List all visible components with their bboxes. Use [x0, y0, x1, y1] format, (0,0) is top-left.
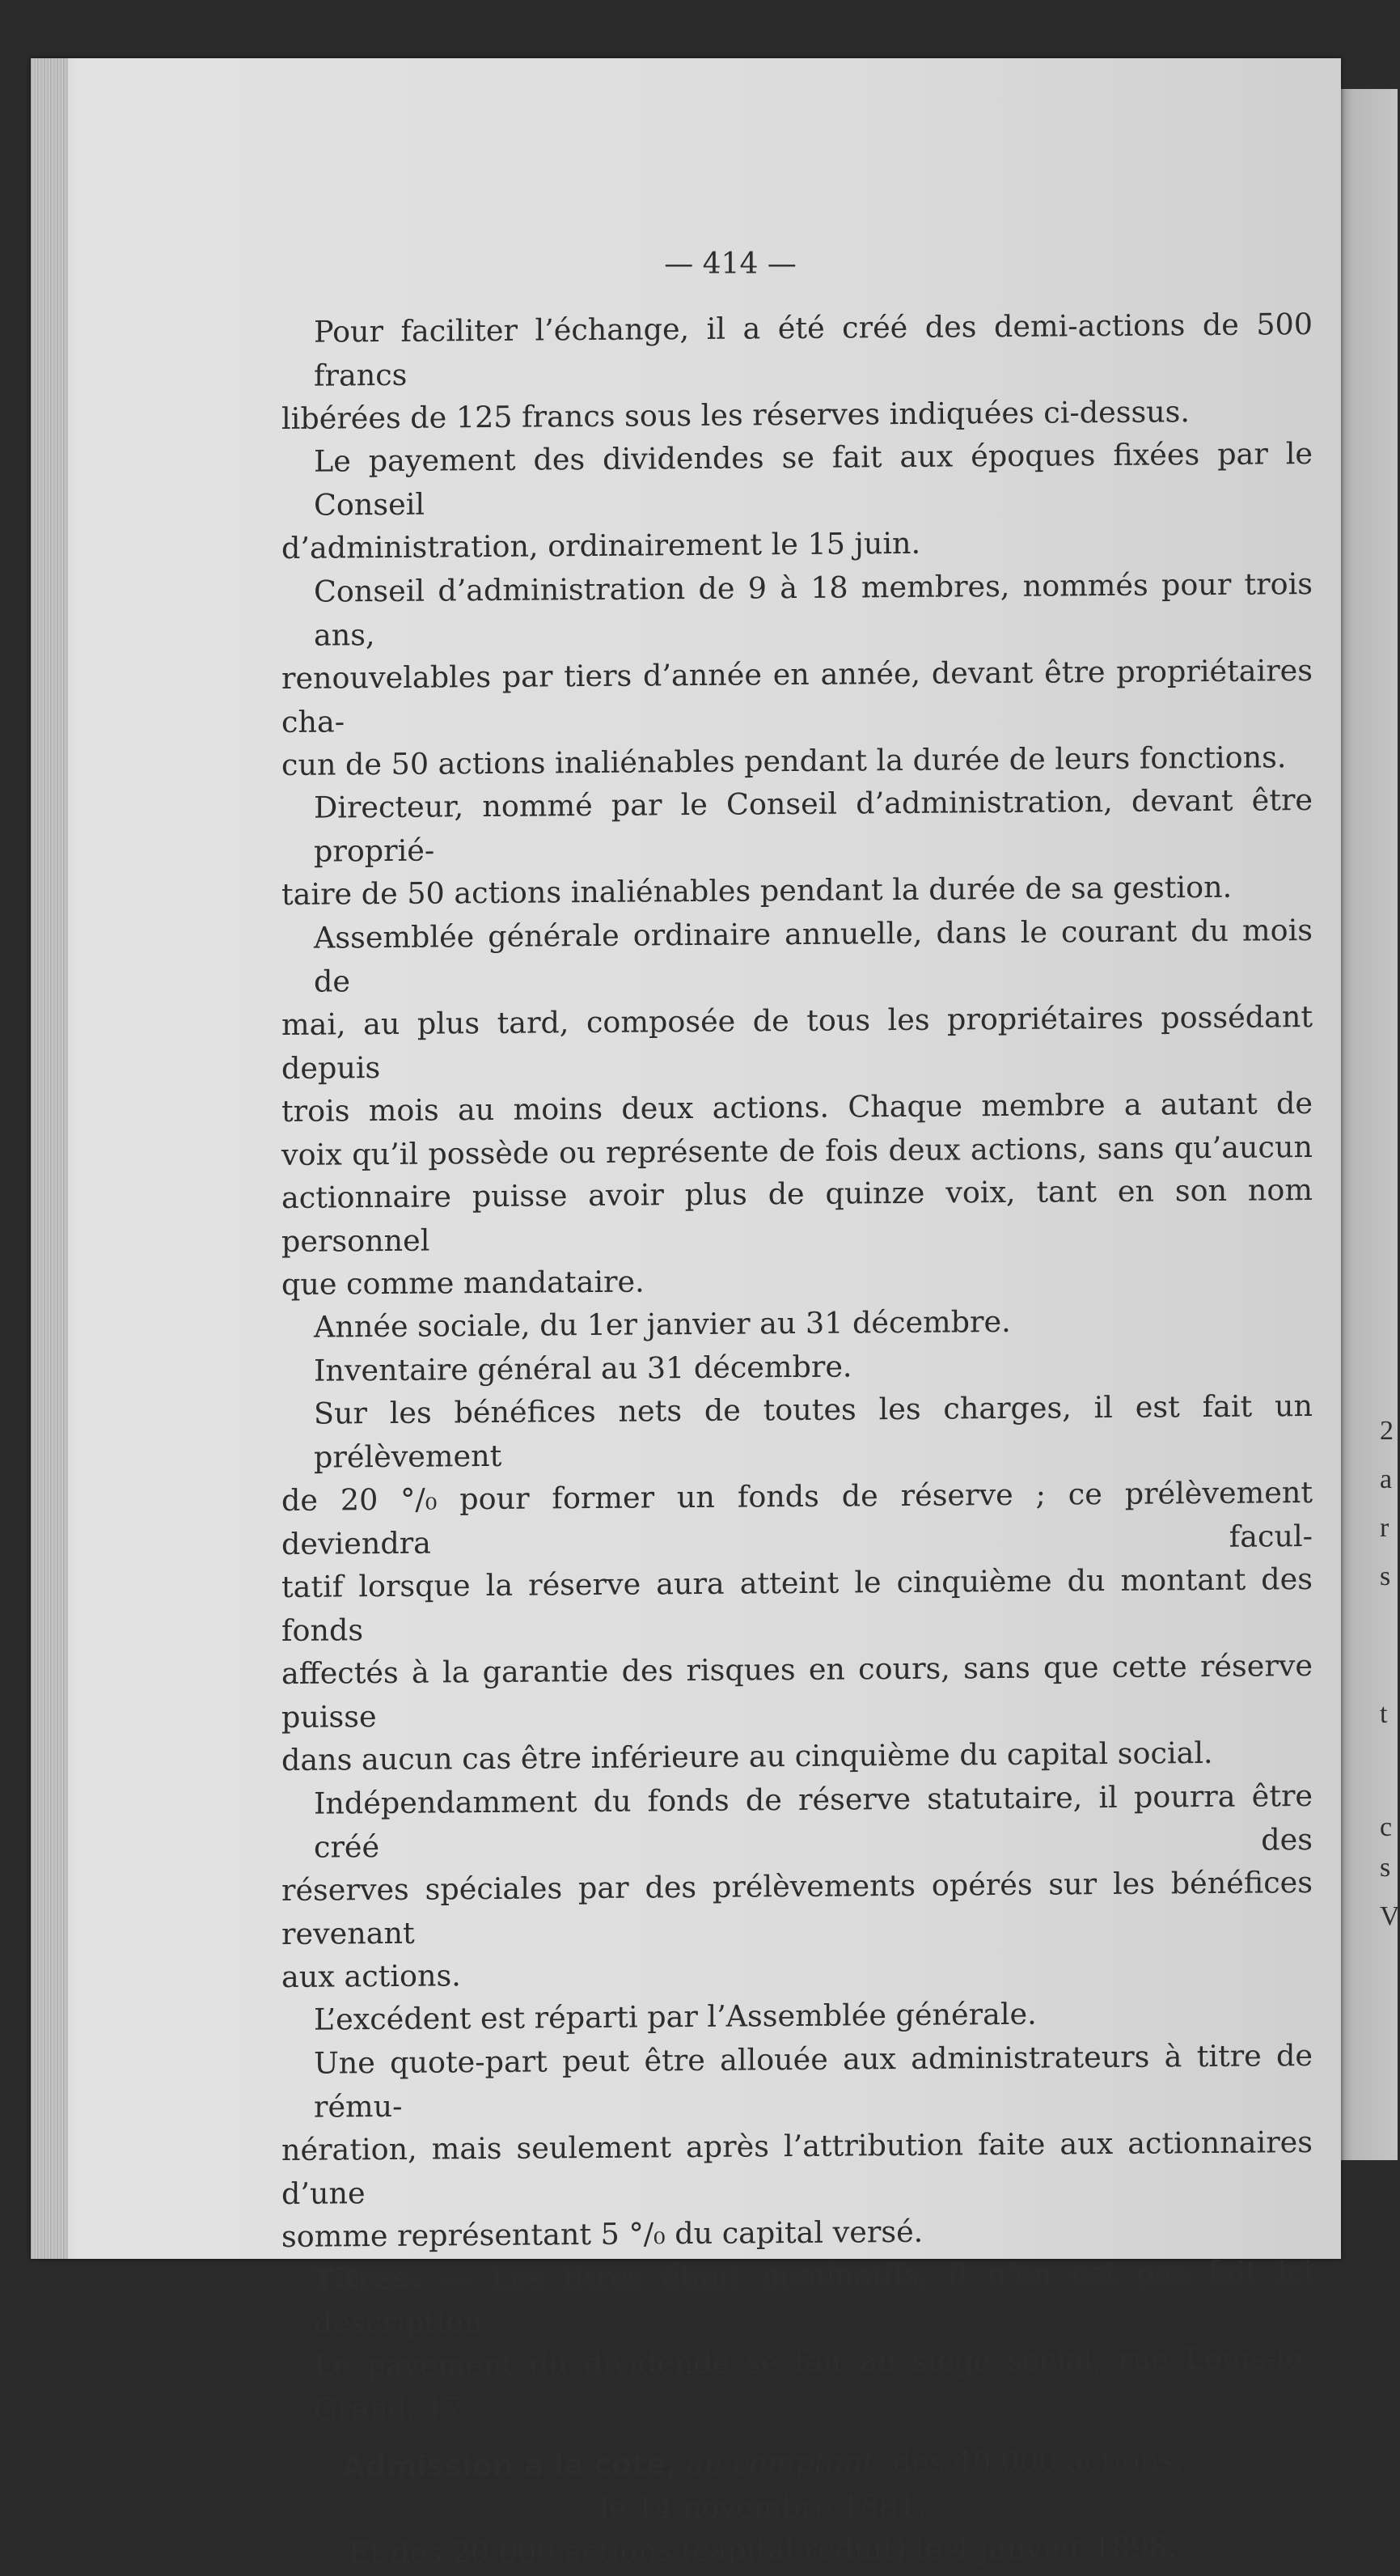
paragraph [281, 432, 1313, 570]
paragraph [281, 1384, 1313, 1782]
text-line: le 14 novembre 1881, [599, 2488, 926, 2526]
paragraph [281, 1298, 1313, 1349]
text-line [281, 2438, 1244, 2489]
text-line: taire de 50 actions inaliénables pendant la durée de sa gestion. [281, 869, 1233, 912]
text-line: Et des 20.000 actions (capital réduit) le 4 janvier 1898. [348, 2529, 1178, 2571]
adjacent-page-fragment: V [1380, 1901, 1400, 1931]
adjacent-page-fragment: s [1380, 1853, 1391, 1883]
text-line: libérées de 125 francs sous les réserves indiquées ci-dessus. [281, 393, 1191, 436]
text-line: Pour faciliter l’échange, il a été créé des demi-actions de 500 francs [314, 306, 1313, 392]
text-line: L’excédent est réparti par l’Assemblée générale. [314, 1996, 1037, 2037]
text-line: trois mois au moins deux actions. Chaque membre a autant de [281, 1085, 1313, 1129]
text-line: mai, au plus tard, composée de tous les propriétaires possédant depuis [281, 998, 1313, 1085]
text-line: réserves spéciales par des prélèvements opérés sur les bénéfices revenant [281, 1864, 1313, 1951]
paragraph [281, 1341, 1313, 1392]
text-line: Année sociale, du 1er janvier au 31 décembre. [314, 1303, 1011, 1345]
text-line: dans aucun cas être inférieure au cinquième du capital social. [281, 1735, 1213, 1777]
text-line: Assemblée générale ordinaire annuelle, dans le courant du mois de [314, 912, 1313, 998]
page-number: — 414 — [664, 248, 797, 281]
page-content [281, 243, 1313, 2576]
text-line: somme représentant 5 °/₀ du capital versé. [281, 2214, 924, 2254]
text-line: Inventaire général au 31 décembre. [314, 1348, 852, 1388]
paragraph [281, 2033, 1313, 2258]
text-line: Le payement des dividendes se fait aux époques fixées par le Conseil [314, 435, 1313, 523]
adjacent-page-fragment: t [1380, 1699, 1388, 1729]
adjacent-page-fragment: 2 [1380, 1416, 1394, 1446]
adjacent-page-fragment: r [1380, 1513, 1389, 1543]
paragraph [281, 778, 1313, 917]
text-line: actionnaire puisse avoir plus de quinze voix, tant en son nom personnel [281, 1171, 1313, 1258]
text-line: d’administration, ordinairement le 15 juin. [281, 525, 921, 566]
titres-paragraph [281, 2250, 1313, 2431]
paragraph [281, 561, 1313, 786]
text-line: tatif lorsque la réserve aura atteint le cinquième du montant des fonds [281, 1561, 1313, 1648]
text-line: Directeur, nommé par le Conseil d’administration, devant être proprié- [314, 782, 1313, 869]
adjacent-page-fragment: c [1380, 1812, 1393, 1842]
text-line: renouvelables par tiers d’année en année, devant être propriétaires cha- [281, 652, 1313, 739]
titres-text: — Les titres étant nominatifs, il n’en est pas fait ici description. [314, 2253, 1313, 2341]
text-line: de 20 °/₀ pour former un fonds de réserve ; ce prélèvement deviendra facul- [281, 1474, 1313, 1561]
titres-heading: Titres. [314, 2260, 422, 2297]
text-line: que comme mandataire. [281, 1263, 645, 1302]
adjacent-page-fragment: a [1380, 1464, 1393, 1494]
paragraph [281, 1773, 1313, 1998]
text-line: affectés à la garantie des risques en cours, sans que cette réserve puisse [281, 1647, 1313, 1735]
text-line: voix qu’il possède ou représente de fois deux actions, sans qu’aucun [281, 1128, 1313, 1171]
text-line: Le payement du dividende se fait au siège social, rue Louis-le-Grand, 17. [314, 2340, 1313, 2427]
adjacent-page-fragment: s [1380, 1561, 1391, 1591]
admission-heading: Admission à la cote, [341, 2447, 678, 2485]
text-line: Sur les bénéfices nets de toutes les charges, il est fait un prélèvement [314, 1388, 1313, 1475]
page-stack-edge [31, 58, 68, 2259]
text-line: Indépendamment du fonds de réserve statutaire, il pourra être créé des [314, 1777, 1313, 1864]
paragraph [281, 908, 1313, 1306]
text-line: Conseil d’administration de 9 à 18 membres, nommés pour trois ans, [314, 566, 1313, 652]
text-line: nération, mais seulement après l’attribution faite aux actionnaires d’une [281, 2124, 1313, 2210]
paragraph [281, 302, 1313, 440]
admission-text: des 40.000 actions, [883, 2443, 1184, 2481]
text-line: cun de 50 actions inaliénables pendant la durée de leurs fonctions. [281, 739, 1287, 782]
text-line: aux actions. [281, 1957, 461, 1994]
text-line: Une quote-part peut être allouée aux administrateurs à titre de rému- [314, 2037, 1313, 2124]
adjacent-page-edge [1334, 89, 1398, 2160]
text-line [281, 2250, 1313, 2345]
paragraph [281, 1990, 1313, 2042]
admission-italic: au comptant, [677, 2445, 884, 2482]
admission-block [281, 2438, 1244, 2576]
